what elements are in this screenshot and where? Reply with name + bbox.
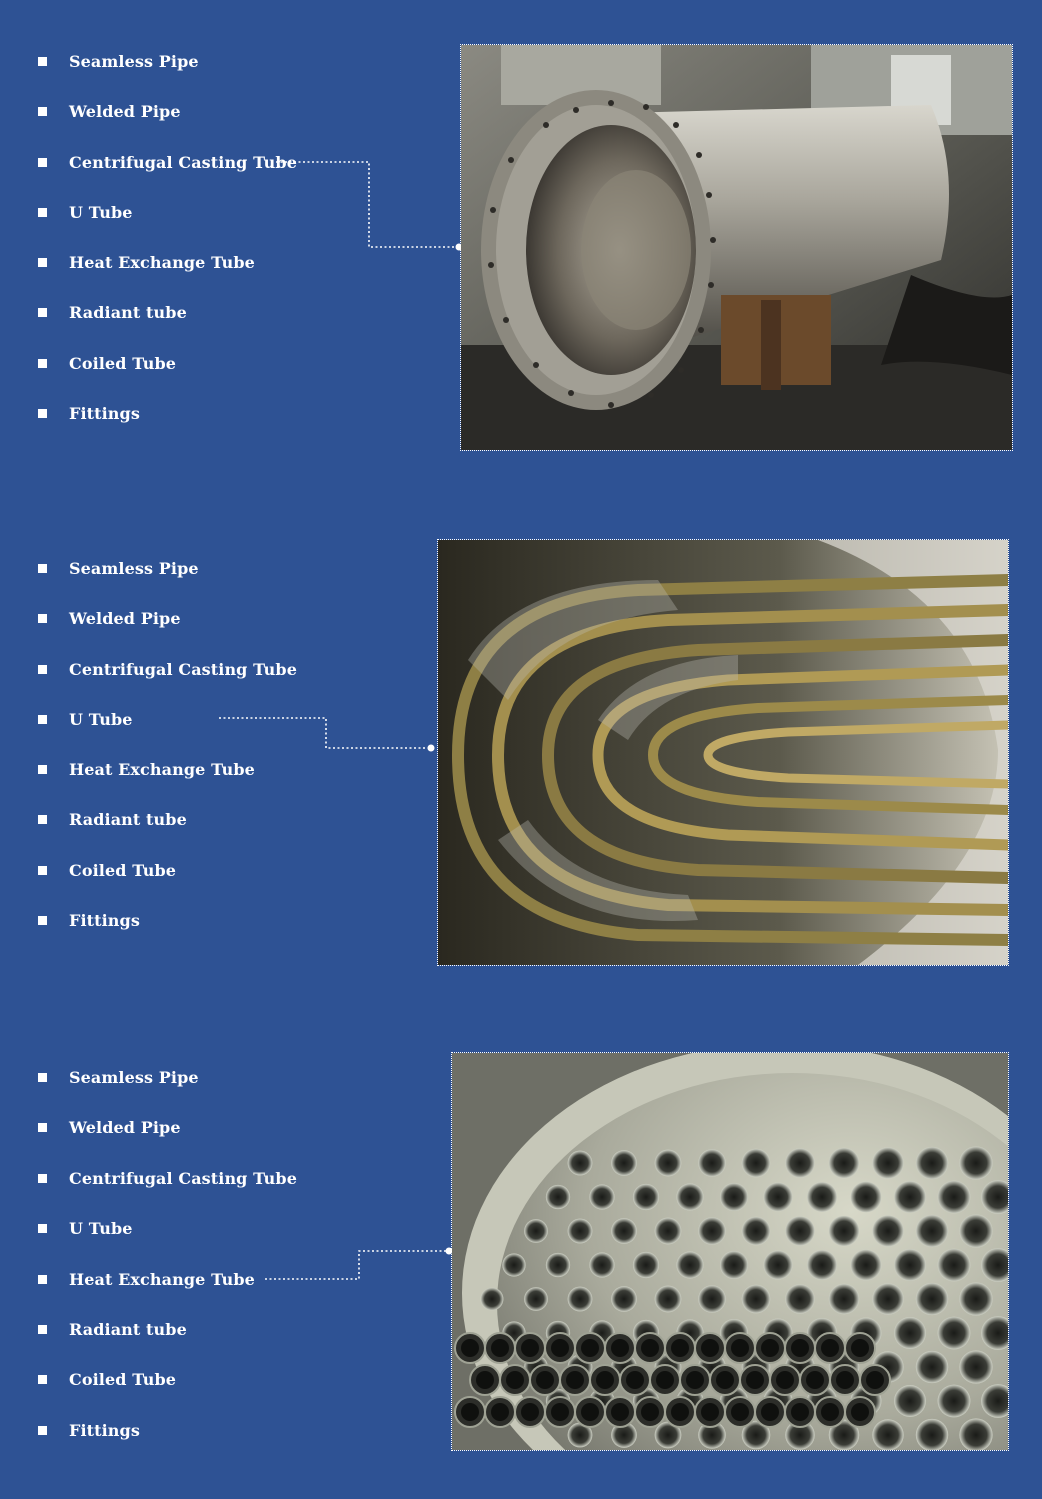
list-item-u-tube[interactable]	[38, 1216, 133, 1240]
list-item-seamless-pipe[interactable]	[38, 49, 199, 73]
square-bullet-icon	[38, 1426, 47, 1435]
item-label: U Tube	[69, 709, 133, 729]
product-photo-u-tube	[438, 540, 1008, 965]
square-bullet-icon	[38, 715, 47, 724]
item-label: Radiant tube	[69, 809, 187, 829]
square-bullet-icon	[38, 208, 47, 217]
item-label: Welded Pipe	[69, 101, 181, 121]
list-item-fittings[interactable]	[38, 908, 140, 932]
list-item-heat-exchange-tube[interactable]	[38, 1267, 255, 1291]
square-bullet-icon	[38, 409, 47, 418]
list-item-radiant-tube[interactable]	[38, 300, 187, 324]
list-item-welded-pipe[interactable]	[38, 606, 181, 630]
product-section-1	[0, 0, 1042, 480]
list-item-fittings[interactable]	[38, 401, 140, 425]
square-bullet-icon	[38, 815, 47, 824]
list-item-coiled-tube[interactable]	[38, 858, 176, 882]
list-item-welded-pipe[interactable]	[38, 99, 181, 123]
square-bullet-icon	[38, 866, 47, 875]
list-item-u-tube[interactable]	[38, 200, 133, 224]
square-bullet-icon	[38, 1123, 47, 1132]
item-label: U Tube	[69, 1218, 133, 1238]
list-item-centrifugal-casting-tube[interactable]	[38, 657, 297, 681]
item-label: Radiant tube	[69, 1319, 187, 1339]
square-bullet-icon	[38, 614, 47, 623]
list-item-fittings[interactable]	[38, 1418, 140, 1442]
square-bullet-icon	[38, 57, 47, 66]
list-item-heat-exchange-tube[interactable]	[38, 757, 255, 781]
list-item-welded-pipe[interactable]	[38, 1115, 181, 1139]
item-label: Heat Exchange Tube	[69, 1269, 255, 1289]
item-label: Centrifugal Casting Tube	[69, 1168, 297, 1188]
square-bullet-icon	[38, 1224, 47, 1233]
product-photo-heat-exchange-tube	[452, 1053, 1008, 1450]
item-label: Coiled Tube	[69, 1369, 177, 1389]
list-item-seamless-pipe[interactable]	[38, 556, 199, 580]
list-item-u-tube[interactable]	[38, 707, 133, 731]
list-item-centrifugal-casting-tube[interactable]	[38, 1166, 297, 1190]
item-label: Seamless Pipe	[69, 51, 199, 71]
square-bullet-icon	[38, 916, 47, 925]
list-item-coiled-tube[interactable]	[38, 1367, 176, 1391]
item-label: Coiled Tube	[69, 860, 177, 880]
list-item-radiant-tube[interactable]	[38, 1317, 187, 1341]
square-bullet-icon	[38, 1073, 47, 1082]
list-item-coiled-tube[interactable]	[38, 351, 176, 375]
item-label: Fittings	[69, 910, 140, 930]
item-label: U Tube	[69, 202, 133, 222]
square-bullet-icon	[38, 1375, 47, 1384]
item-label: Radiant tube	[69, 302, 187, 322]
list-item-heat-exchange-tube[interactable]	[38, 250, 255, 274]
product-photo-centrifugal-casting-tube	[461, 45, 1012, 450]
square-bullet-icon	[38, 765, 47, 774]
list-item-seamless-pipe[interactable]	[38, 1065, 199, 1089]
item-label: Fittings	[69, 403, 140, 423]
square-bullet-icon	[38, 258, 47, 267]
item-label: Heat Exchange Tube	[69, 759, 255, 779]
square-bullet-icon	[38, 107, 47, 116]
list-item-centrifugal-casting-tube[interactable]	[38, 150, 297, 174]
list-item-radiant-tube[interactable]	[38, 807, 187, 831]
square-bullet-icon	[38, 308, 47, 317]
item-label: Centrifugal Casting Tube	[69, 152, 297, 172]
item-label: Welded Pipe	[69, 1117, 181, 1137]
item-label: Centrifugal Casting Tube	[69, 659, 297, 679]
square-bullet-icon	[38, 1275, 47, 1284]
item-label: Welded Pipe	[69, 608, 181, 628]
square-bullet-icon	[38, 359, 47, 368]
square-bullet-icon	[38, 158, 47, 167]
item-label: Coiled Tube	[69, 353, 177, 373]
item-label: Heat Exchange Tube	[69, 252, 255, 272]
square-bullet-icon	[38, 1174, 47, 1183]
item-label: Seamless Pipe	[69, 1067, 199, 1087]
item-label: Fittings	[69, 1420, 140, 1440]
square-bullet-icon	[38, 665, 47, 674]
item-label: Seamless Pipe	[69, 558, 199, 578]
square-bullet-icon	[38, 564, 47, 573]
square-bullet-icon	[38, 1325, 47, 1334]
